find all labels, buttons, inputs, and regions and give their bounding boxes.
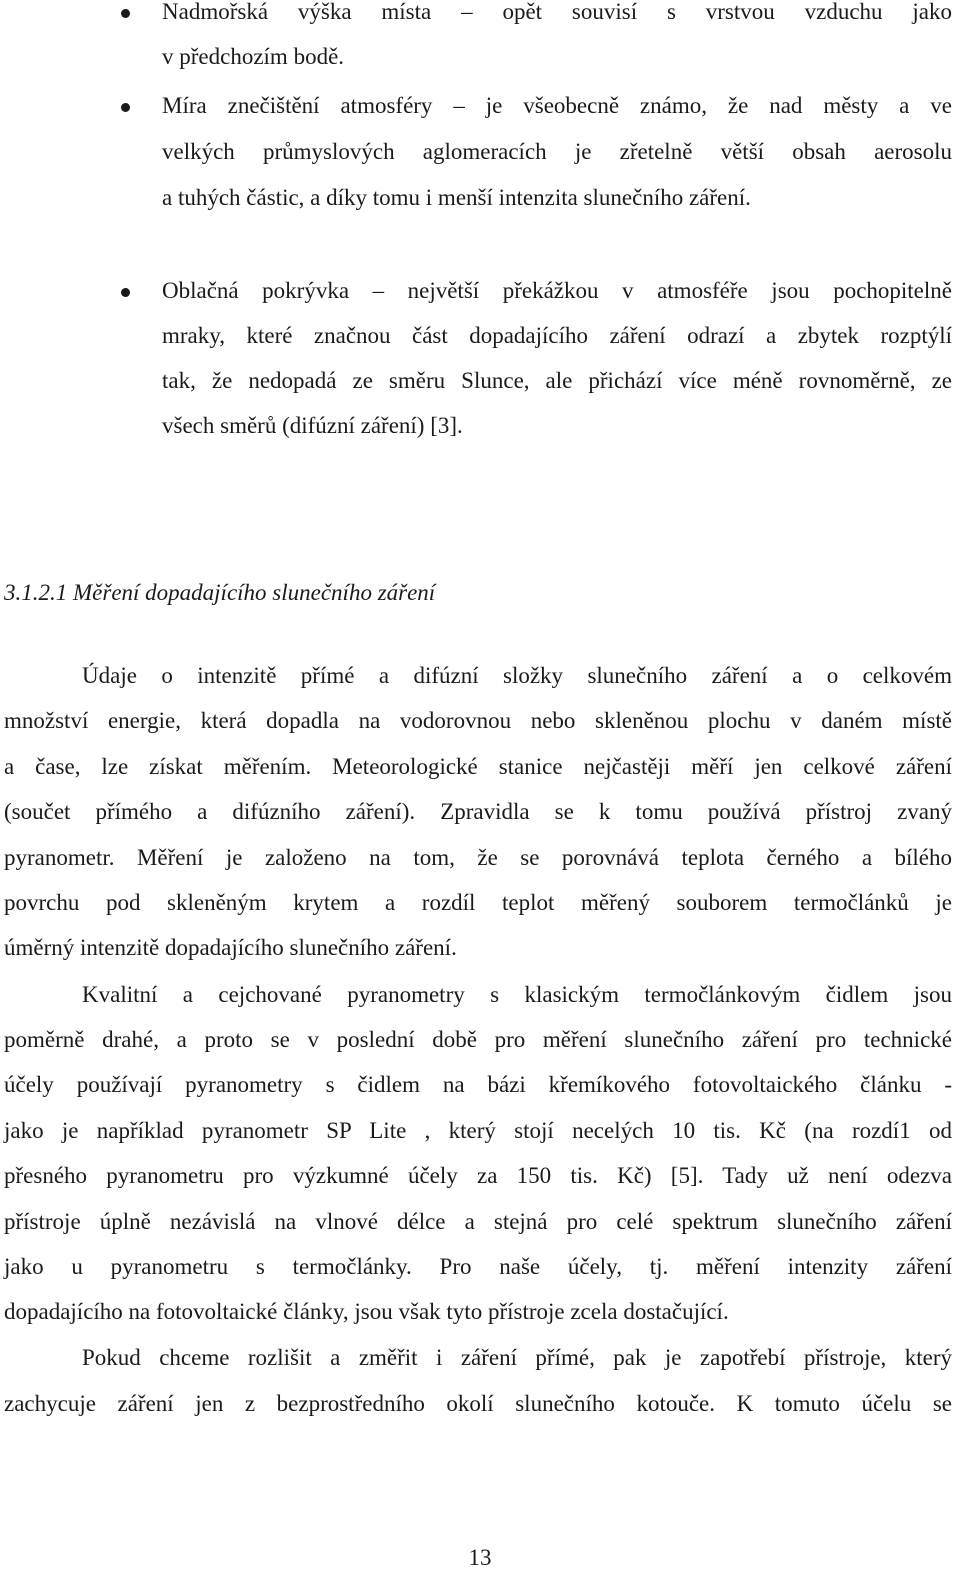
- text-line: jako je například pyranometr SP Lite , který stojí necelých 10 tis. Kč (na rozdí1 od: [4, 1118, 952, 1143]
- text-line: velkých průmyslových aglomeracích je zřetelně větší obsah aerosolu: [162, 139, 952, 164]
- text-line: účely používají pyranometry s čidlem na bázi křemíkového fotovoltaického článku -: [4, 1072, 952, 1097]
- text-line: pyranometr. Měření je založeno na tom, že se porovnává teplota černého a bílého: [4, 845, 952, 870]
- text-line: zachycuje záření jen z bezprostředního okolí slunečního kotouče. K tomuto účelu se: [4, 1391, 952, 1416]
- text-line: a tuhých částic, a díky tomu i menší intenzita slunečního záření.: [162, 185, 751, 210]
- text-line: Pokud chceme rozlišit a změřit i záření přímé, pak je zapotřebí přístroje, který: [82, 1345, 952, 1370]
- bullet-dot-icon: [121, 9, 130, 18]
- section-heading: 3.1.2.1 Měření dopadajícího slunečního záření: [4, 580, 436, 605]
- text-line: přesného pyranometru pro výzkumné účely za 150 tis. Kč) [5]. Tady už není odezva: [4, 1163, 952, 1188]
- text-line: dopadajícího na fotovoltaické články, jsou však tyto přístroje zcela dostačující.: [4, 1299, 729, 1324]
- text-line: množství energie, která dopadla na vodorovnou nebo skleněnou plochu v daném místě: [4, 708, 952, 733]
- text-line: poměrně drahé, a proto se v poslední době pro měření slunečního záření pro technické: [4, 1027, 952, 1052]
- bullet-dot-icon: [121, 288, 130, 297]
- page-number: 13: [468, 1545, 492, 1570]
- text-line: povrchu pod skleněným krytem a rozdíl teplot měřený souborem termočlánků je: [4, 890, 952, 915]
- text-line: Oblačná pokrývka – největší překážkou v atmosféře jsou pochopitelně: [162, 278, 952, 303]
- text-line: Míra znečištění atmosféry – je všeobecně známo, že nad městy a ve: [162, 93, 952, 118]
- text-line: (součet přímého a difúzního záření). Zpravidla se k tomu používá přístroj zvaný: [4, 799, 952, 824]
- text-line: úměrný intenzitě dopadajícího slunečního záření.: [4, 935, 457, 960]
- text-line: tak, že nedopadá ze směru Slunce, ale přichází více méně rovnoměrně, ze: [162, 368, 952, 393]
- text-line: Nadmořská výška místa – opět souvisí s vrstvou vzduchu jako: [162, 0, 952, 24]
- text-line: a čase, lze získat měřením. Meteorologické stanice nejčastěji měří jen celkové záření: [4, 754, 952, 779]
- text-line: Kvalitní a cejchované pyranometry s klasickým termočlánkovým čidlem jsou: [82, 982, 952, 1007]
- bullet-dot-icon: [121, 103, 130, 112]
- text-line: v předchozím bodě.: [162, 44, 345, 69]
- text-line: všech směrů (difúzní záření) [3].: [162, 413, 463, 438]
- text-line: přístroje úplně nezávislá na vlnové délce a stejná pro celé spektrum slunečního záření: [4, 1209, 952, 1234]
- text-line: jako u pyranometru s termočlánky. Pro naše účely, tj. měření intenzity záření: [4, 1254, 952, 1279]
- text-line: Údaje o intenzitě přímé a difúzní složky slunečního záření a o celkovém: [82, 663, 952, 688]
- text-line: mraky, které značnou část dopadajícího záření odrazí a zbytek rozptýlí: [162, 323, 952, 348]
